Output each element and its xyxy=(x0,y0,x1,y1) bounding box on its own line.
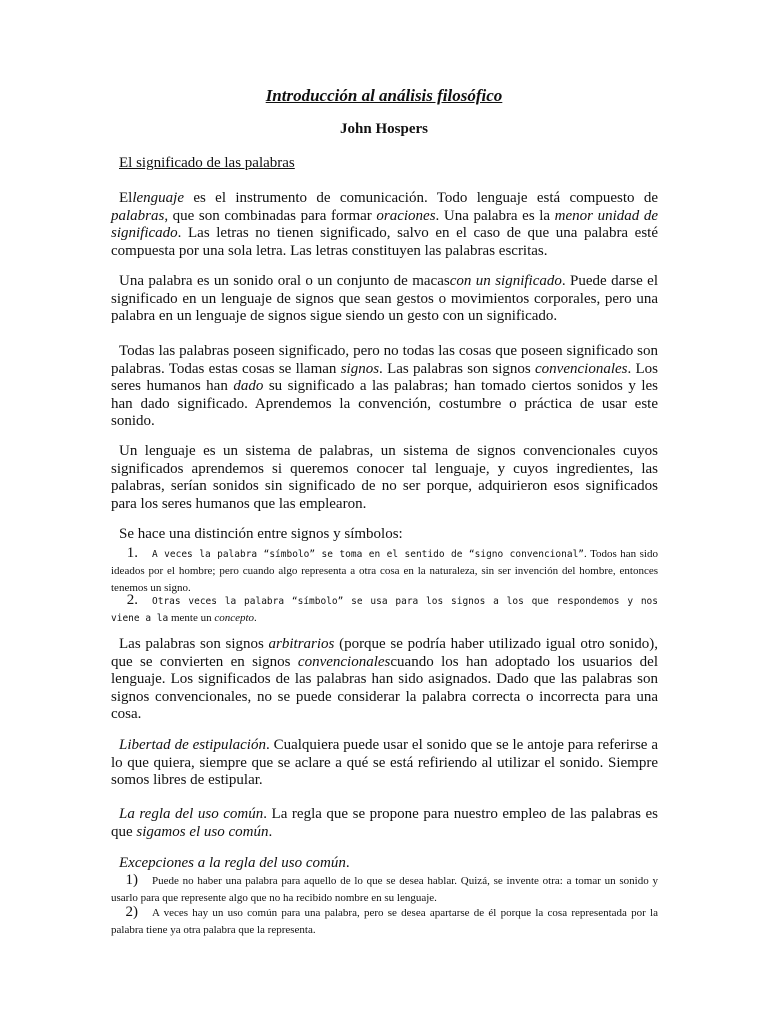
paragraph-sistema: Un lenguaje es un sistema de palabras, un sistema de signos convencionales cuyos significados aprendemos si queremos conocer tal lenguaje, y cuyos ingredientes, las palabras, serían sonidos sin significado de no ser porque, adquirieron esos significados para los seres humanos que las emplearon. xyxy=(111,443,658,512)
paragraph-regla: La regla del uso común. La regla que se propone para nuestro empleo de las palabras es que sigamos el uso común. xyxy=(111,806,658,840)
list-item-simbolo-2: 2. Otras veces la palabra “símbolo” se usa para los signos a los que respondemos y nos viene a la mente un concepto. xyxy=(111,592,658,624)
section-heading: El significado de las palabras xyxy=(119,155,295,171)
paragraph-palabra: Una palabra es un sonido oral o un conjunto de macascon un significado. Puede darse el significado en un lenguaje de signos que sean gestos o movimientos corporales, pero una palabra en un lenguaje de signos sigue siendo un gesto con un significado. xyxy=(111,273,658,324)
paragraph-arbitrarios: Las palabras son signos arbitrarios (porque se podría haber utilizado igual otro sonido), que se convierten en signos convencionalescuando los han adoptado los usuarios del lenguaje. Los significados de las palabras han sido asignados. Dado que las palabras son signos convencionales, no se puede considerar la palabra correcta o incorrecta para una cosa. xyxy=(111,636,658,722)
paragraph-signos: Todas las palabras poseen significado, pero no todas las cosas que poseen significado son palabras. Todas estas cosas se llaman signos. Las palabras son signos convencionales. Los seres humanos han dado su significado a las palabras; han tomado ciertos sonidos y les han dado significado. Aprendemos la convención, costumbre o práctica de usar este sonido. xyxy=(111,343,659,429)
paragraph-distincion: Se hace una distinción entre signos y símbolos: xyxy=(119,526,403,542)
paragraph-libertad: Libertad de estipulación. Cualquiera puede usar el sonido que se le antoje para referirse a lo que quiera, siempre que se aclare a qué se está refiriendo al utilizar el sonido. Siempre somos libres de estipular. xyxy=(111,737,658,788)
document-title: Introducción al análisis filosófico xyxy=(265,86,503,105)
paragraph-excepciones: Excepciones a la regla del uso común. xyxy=(119,855,350,871)
list-item-simbolo-1: 1. A veces la palabra “símbolo” se toma en el sentido de “signo convencional”. Todos han sido ideados por el hombre; pero cuando algo representa a otra cosa en la naturaleza, sin ser invención del hombre, entonces tenemos un signo. xyxy=(111,545,658,594)
paragraph-lenguaje: Ellenguaje es el instrumento de comunicación. Todo lenguaje está compuesto de palabras, que son combinadas para formar oraciones. Una palabra es la menor unidad de significado. Las letras no tienen significado, salvo en el caso de que una palabra esté compuesta por una sola letra. Las letras constituyen las palabras escritas. xyxy=(111,190,658,259)
author-name: John Hospers xyxy=(340,121,428,137)
list-item-excepcion-2: 2) A veces hay un uso común para una palabra, pero se desea apartarse de él porque la cosa representada por la palabra tiene ya otra palabra que la representa. xyxy=(111,904,658,936)
list-item-excepcion-1: 1) Puede no haber una palabra para aquello de lo que se desea hablar. Quizá, se invente otra: a tomar un sonido y usarlo para que represente algo que no ha recibido nombre en su lenguaje. xyxy=(111,872,658,904)
